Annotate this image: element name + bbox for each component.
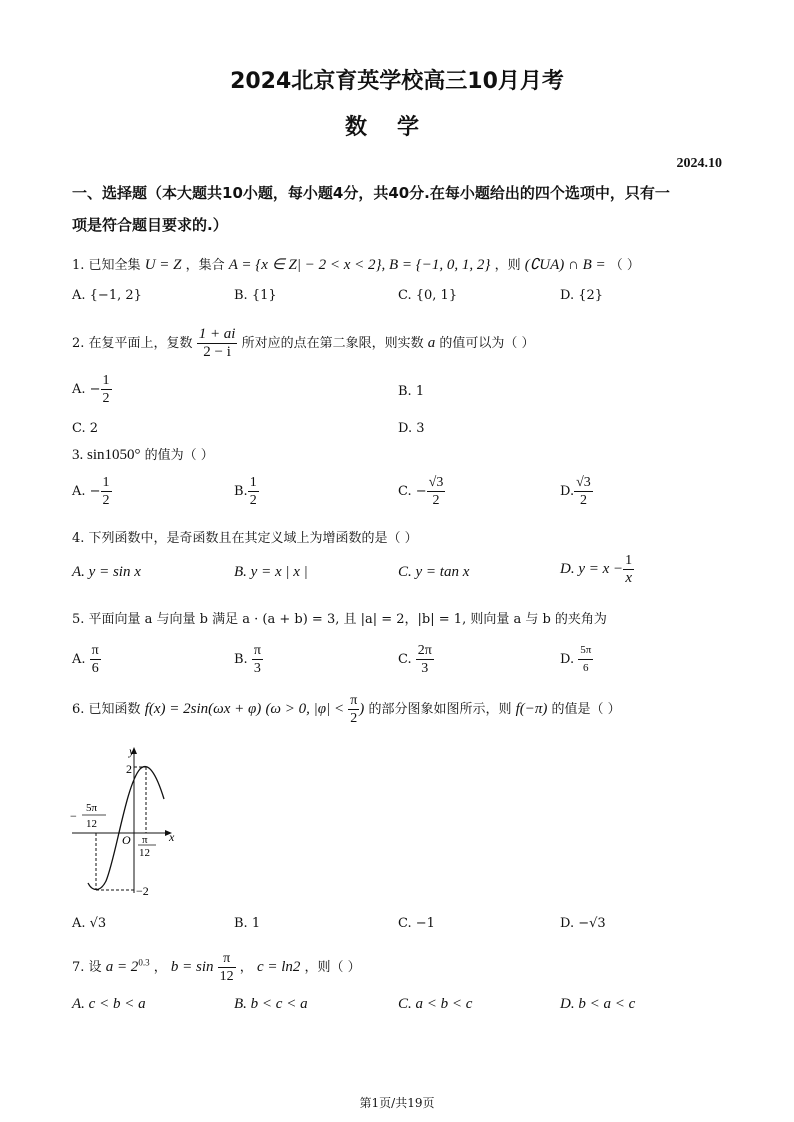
- question-6-stem: [72, 692, 621, 727]
- q2-text-3: 的值可以为（ ）: [439, 336, 535, 351]
- q6-function-graph: [68, 745, 188, 895]
- q2-variable: a: [427, 335, 436, 351]
- q3-option-a-frac: [101, 474, 112, 509]
- q7-option-d[interactable]: D. b < a < c: [560, 996, 636, 1012]
- q1-option-a[interactable]: A. {−1, 2}: [72, 288, 142, 303]
- q6-condition-frac: [348, 692, 359, 727]
- right-tick-den: 12: [139, 847, 150, 859]
- q5-option-a-frac: [90, 642, 101, 677]
- q6-condition-end: ): [359, 701, 365, 717]
- q3-option-c[interactable]: [398, 474, 445, 509]
- q6-option-b[interactable]: B. 1: [234, 916, 261, 931]
- q7-b-den: 12: [219, 969, 234, 984]
- q4-option-d-frac: [623, 552, 634, 587]
- q3-option-d-num: √3: [576, 475, 591, 490]
- q5-option-b-den: 3: [253, 661, 261, 676]
- q6-value: f(−π): [515, 701, 548, 717]
- q7-text-2: ，则（ ）: [304, 960, 361, 975]
- q5-option-a-num: π: [91, 643, 99, 658]
- q7-c-expr: c = ln2: [256, 959, 301, 975]
- q5-option-a[interactable]: [72, 642, 101, 677]
- left-tick-den: 12: [86, 818, 97, 830]
- question-4-stem: 4. 下列函数中，是奇函数且在其定义域上为增函数的是（ ）: [72, 531, 418, 546]
- q7-sep-1: ，: [153, 960, 167, 975]
- y-max-label: 2: [126, 762, 132, 776]
- y-min-label: −2: [136, 884, 149, 895]
- q5-option-c-den: 3: [421, 661, 429, 676]
- q6-text-1: 6. 已知函数: [72, 702, 141, 717]
- q4-option-c[interactable]: C. y = tan x: [398, 564, 470, 580]
- q5-option-b-frac: [252, 642, 263, 677]
- q2-fraction-num: 1 + ai: [198, 326, 236, 342]
- question-3-stem: [72, 444, 214, 464]
- q2-option-b[interactable]: B. 1: [398, 384, 425, 399]
- question-2-stem: [72, 326, 535, 361]
- q3-option-c-den: 2: [432, 493, 440, 508]
- subject-text: 数学: [344, 115, 449, 140]
- q4-option-b[interactable]: B. y = x | x |: [234, 564, 308, 580]
- q2-fraction: [197, 326, 238, 361]
- q2-option-a-den: 2: [102, 391, 110, 406]
- q7-a-expr: a = 2: [105, 959, 139, 975]
- q4-option-d-den: x: [625, 570, 632, 586]
- left-tick-num: 5π: [86, 802, 98, 814]
- q7-option-b[interactable]: B. b < c < a: [234, 996, 308, 1012]
- q6-option-d[interactable]: D. −√3: [560, 916, 606, 931]
- q3-option-b-frac: [248, 474, 259, 509]
- page-title: 2024北京育英学校高三10月月考: [230, 69, 564, 94]
- q4-option-d-label: D. y = x −: [560, 561, 624, 577]
- q5-option-c-label: C.: [398, 652, 412, 667]
- q5-option-a-label: A.: [72, 652, 86, 667]
- q6-option-a[interactable]: A. √3: [72, 916, 107, 931]
- q5-option-c-num: 2π: [417, 643, 432, 658]
- section-heading-line1: 一、选择题（本大题共10小题，每小题4分，共40分.在每小题给出的四个选项中，只有一: [72, 184, 670, 202]
- q3-option-d-label: D.: [560, 484, 575, 499]
- q4-option-d[interactable]: [560, 552, 634, 587]
- q1-text-1: 1. 已知全集: [72, 258, 141, 273]
- y-axis-label: y: [129, 745, 135, 758]
- q7-option-a[interactable]: A. c < b < a: [72, 996, 146, 1012]
- origin-label: O: [122, 833, 131, 847]
- q5-option-d-den: 6: [583, 662, 589, 674]
- q7-text-1: 7. 设: [72, 960, 102, 975]
- q3-option-d[interactable]: [560, 474, 593, 509]
- q6-condition-num: π: [350, 693, 358, 708]
- q1-option-d[interactable]: D. {2}: [560, 288, 604, 303]
- q2-option-c[interactable]: C. 2: [72, 421, 99, 436]
- sine-curve: [88, 767, 164, 890]
- q2-fraction-den: 2 − i: [203, 344, 231, 360]
- q3-option-a[interactable]: [72, 474, 112, 509]
- q4-option-d-num: 1: [625, 553, 633, 568]
- q1-answer-paren: （ ）: [609, 258, 640, 273]
- q6-condition: (ω > 0, |φ| <: [265, 701, 345, 717]
- q2-option-d[interactable]: D. 3: [398, 421, 425, 436]
- q3-text: 的值为（ ）: [144, 448, 214, 463]
- q1-option-b[interactable]: B. {1}: [234, 288, 277, 303]
- q1-expression: (∁UA) ∩ B =: [524, 257, 606, 273]
- q1-option-c[interactable]: C. {0, 1}: [398, 288, 458, 303]
- q4-option-a[interactable]: A. y = sin x: [72, 564, 141, 580]
- q7-sep-2: ，: [239, 960, 253, 975]
- q5-option-b[interactable]: [234, 642, 263, 677]
- q6-graph-svg: [68, 745, 188, 895]
- q5-option-d-label: D.: [560, 652, 575, 667]
- q1-text-2: ，集合: [185, 258, 225, 273]
- q7-a-exponent: 0.3: [138, 957, 150, 968]
- q3-option-c-num: √3: [428, 475, 444, 490]
- q2-option-a-frac: [101, 372, 112, 407]
- q6-condition-den: 2: [350, 711, 358, 726]
- q3-expression: 3. sin1050°: [72, 447, 141, 463]
- q3-option-a-num: 1: [102, 475, 110, 490]
- q2-option-a-num: 1: [102, 373, 110, 388]
- q3-option-b-den: 2: [249, 493, 257, 508]
- q5-option-b-label: B.: [234, 652, 248, 667]
- q2-option-a[interactable]: [72, 372, 112, 407]
- q5-option-d-num: 5π: [578, 642, 593, 660]
- question-1-stem: [72, 254, 640, 274]
- right-tick-num: π: [142, 834, 148, 846]
- q2-text-2: 所对应的点在第二象限，则实数: [241, 336, 424, 351]
- q7-b-frac: [218, 950, 236, 985]
- x-axis-label: x: [169, 830, 175, 844]
- question-7-stem: [72, 950, 361, 985]
- page-footer: 第1页/共19页: [359, 1096, 435, 1110]
- left-tick-sign: −: [70, 809, 77, 823]
- q5-option-a-den: 6: [91, 661, 99, 676]
- q7-option-c[interactable]: C. a < b < c: [398, 996, 473, 1012]
- q1-universal-set: U = Z: [144, 257, 182, 273]
- q3-option-a-den: 2: [102, 493, 110, 508]
- q3-option-c-label: C. −: [398, 484, 427, 499]
- q3-option-b-num: 1: [249, 475, 257, 490]
- q6-text-3: 的值是（ ）: [551, 702, 621, 717]
- q6-option-c[interactable]: C. −1: [398, 916, 435, 931]
- q5-option-d[interactable]: [560, 642, 593, 677]
- q1-text-3: ，则: [494, 258, 521, 273]
- q2-text-1: 2. 在复平面上，复数: [72, 336, 193, 351]
- q5-option-c[interactable]: [398, 642, 434, 677]
- q5-option-b-num: π: [253, 643, 261, 658]
- q5-option-c-frac: [416, 642, 434, 677]
- q3-option-b[interactable]: [234, 474, 259, 509]
- q3-option-c-frac: [427, 474, 446, 509]
- q6-text-2: 的部分图象如图所示，则: [368, 702, 512, 717]
- q3-option-b-label: B.: [234, 484, 248, 499]
- q7-b-expr: b = sin: [170, 959, 214, 975]
- q7-b-num: π: [218, 950, 236, 968]
- q3-option-d-frac: [574, 474, 593, 509]
- q6-function: f(x) = 2sin(ωx + φ): [144, 701, 262, 717]
- q1-set-definition: A = {x ∈ Z| − 2 < x < 2}, B = {−1, 0, 1, 2}: [228, 257, 491, 273]
- question-5-stem: 5. 平面向量 a 与向量 b 满足 a · (a + b) = 3, 且 |a| = 2，|b| = 1, 则向量 a 与 b 的夹角为: [72, 612, 607, 627]
- exam-date: 2024.10: [676, 156, 722, 171]
- section-heading-line2: 项是符合题目要求的.）: [72, 216, 228, 234]
- q2-option-a-label: A. −: [72, 382, 101, 397]
- q5-option-d-frac: [578, 642, 593, 677]
- q3-option-d-den: 2: [579, 493, 587, 508]
- q3-option-a-label: A. −: [72, 484, 101, 499]
- subject-title: [0, 110, 794, 141]
